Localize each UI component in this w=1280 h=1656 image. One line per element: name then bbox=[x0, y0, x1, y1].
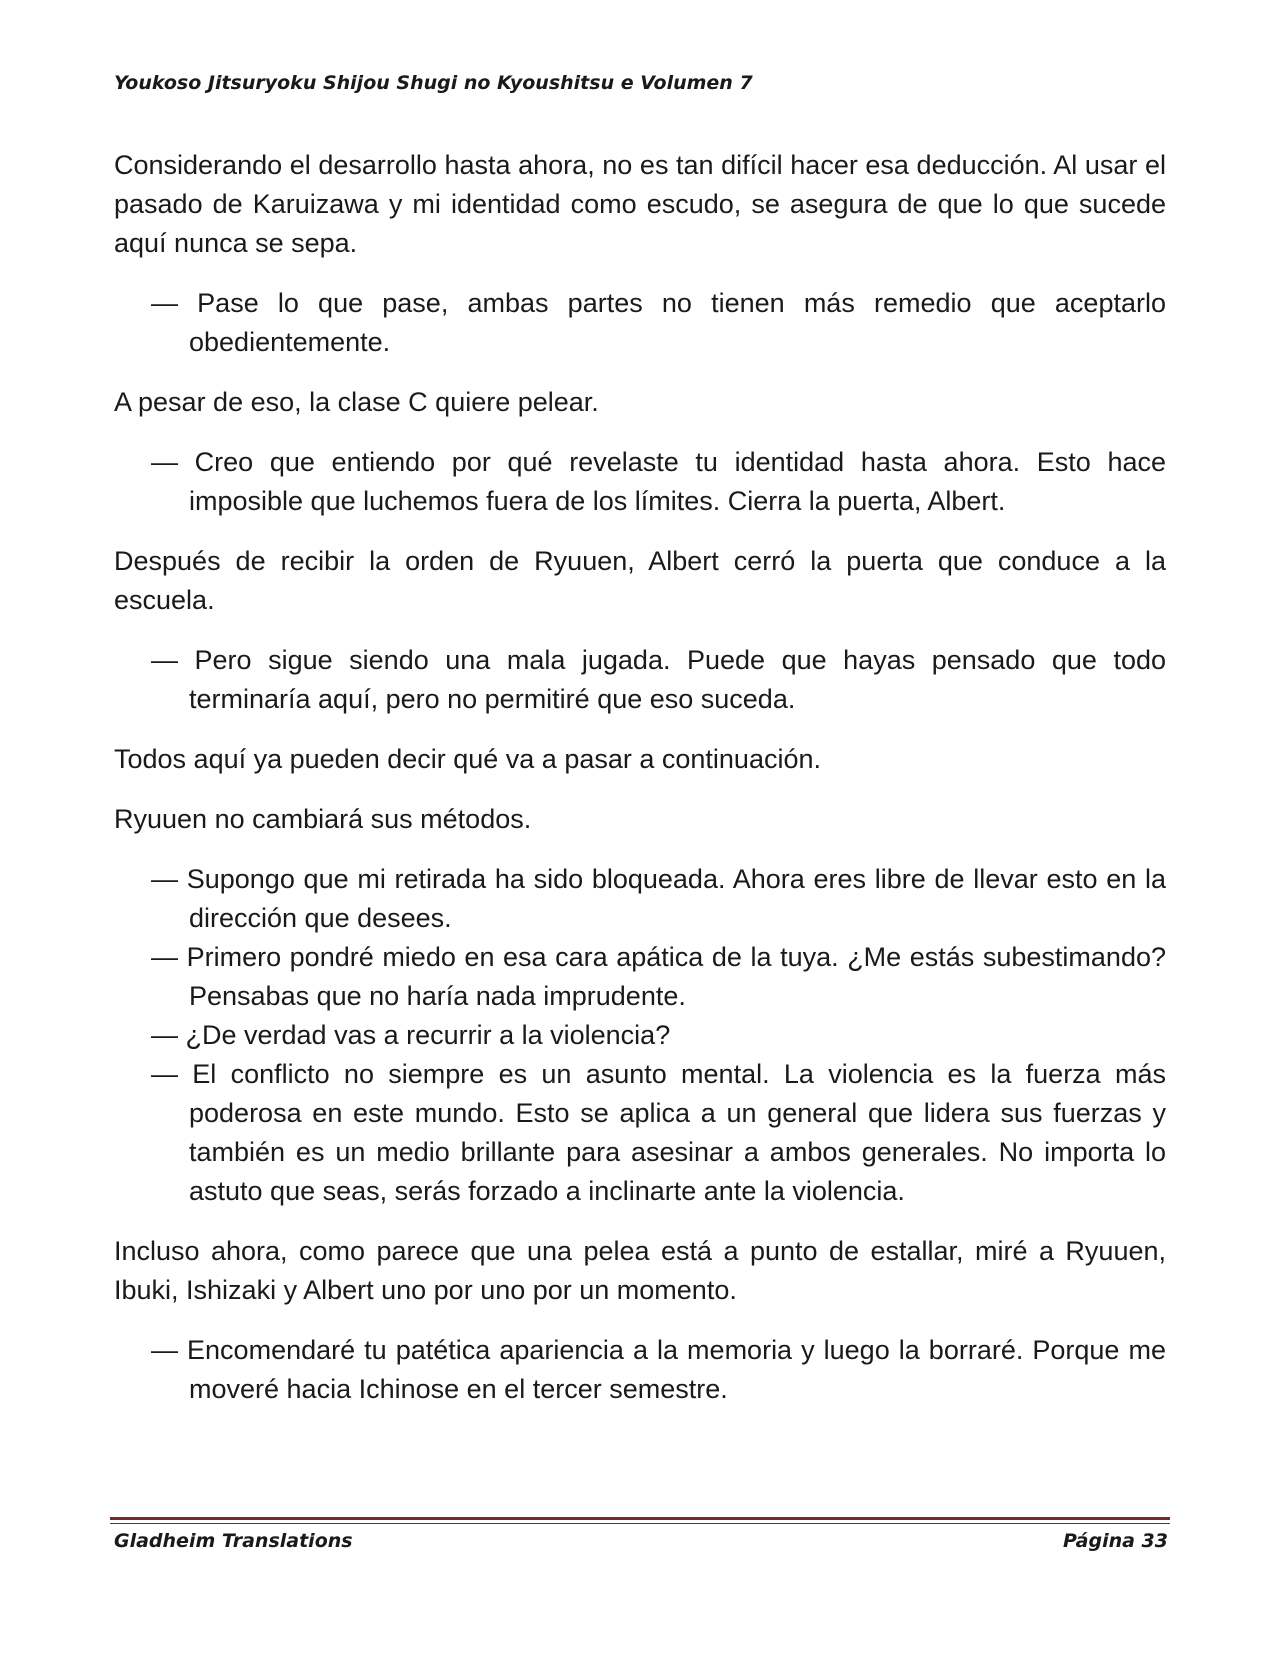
dialogue-line: — Primero pondré miedo en esa cara apática de la tuya. ¿Me estás subestimando? Pensabas que no haría nada imprudente. bbox=[151, 942, 1166, 1011]
paragraph: A pesar de eso, la clase C quiere pelear. bbox=[114, 387, 599, 417]
paragraph: Incluso ahora, como parece que una pelea está a punto de estallar, miré a Ryuuen, Ibuki, Ishizaki y Albert uno por uno por un momento. bbox=[114, 1236, 1166, 1305]
dialogue-line: — Creo que entiendo por qué revelaste tu identidad hasta ahora. Esto hace imposible que luchemos fuera de los límites. Cierra la puerta, Albert. bbox=[151, 447, 1166, 516]
page-body bbox=[114, 146, 1166, 1430]
paragraph: Después de recibir la orden de Ryuuen, Albert cerró la puerta que conduce a la escuela. bbox=[114, 546, 1166, 615]
dialogue-line: — Pero sigue siendo una mala jugada. Puede que hayas pensado que todo terminaría aquí, pero no permitiré que eso suceda. bbox=[151, 645, 1166, 714]
dialogue-line: — Encomendaré tu patética apariencia a la memoria y luego la borraré. Porque me moveré hacia Ichinose en el tercer semestre. bbox=[151, 1335, 1166, 1404]
dialogue-line: — El conflicto no siempre es un asunto mental. La violencia es la fuerza más poderosa en este mundo. Esto se aplica a un general que lidera sus fuerzas y también es un medio brillante para asesinar a ambos generales. No importa lo astuto que seas, serás forzado a inclinarte ante la violencia. bbox=[151, 1059, 1166, 1206]
footer-divider-thin bbox=[110, 1523, 1170, 1524]
footer-divider bbox=[110, 1517, 1170, 1520]
dialogue-line: — Supongo que mi retirada ha sido bloqueada. Ahora eres libre de llevar esto en la dirección que desees. bbox=[151, 864, 1166, 933]
dialogue-line: — Pase lo que pase, ambas partes no tienen más remedio que aceptarlo obedientemente. bbox=[151, 288, 1166, 357]
paragraph: Ryuuen no cambiará sus métodos. bbox=[114, 804, 532, 834]
running-header: Youkoso Jitsuryoku Shijou Shugi no Kyoushitsu e Volumen 7 bbox=[114, 72, 753, 94]
paragraph: Considerando el desarrollo hasta ahora, no es tan difícil hacer esa deducción. Al usar el pasado de Karuizawa y mi identidad como escudo, se asegura de que lo que sucede aquí nunca se sepa. bbox=[114, 150, 1166, 258]
footer-publisher: Gladheim Translations bbox=[114, 1530, 353, 1552]
page-number: Página 33 bbox=[1062, 1530, 1168, 1552]
dialogue-line: — ¿De verdad vas a recurrir a la violencia? bbox=[151, 1020, 671, 1050]
paragraph: Todos aquí ya pueden decir qué va a pasar a continuación. bbox=[114, 744, 821, 774]
